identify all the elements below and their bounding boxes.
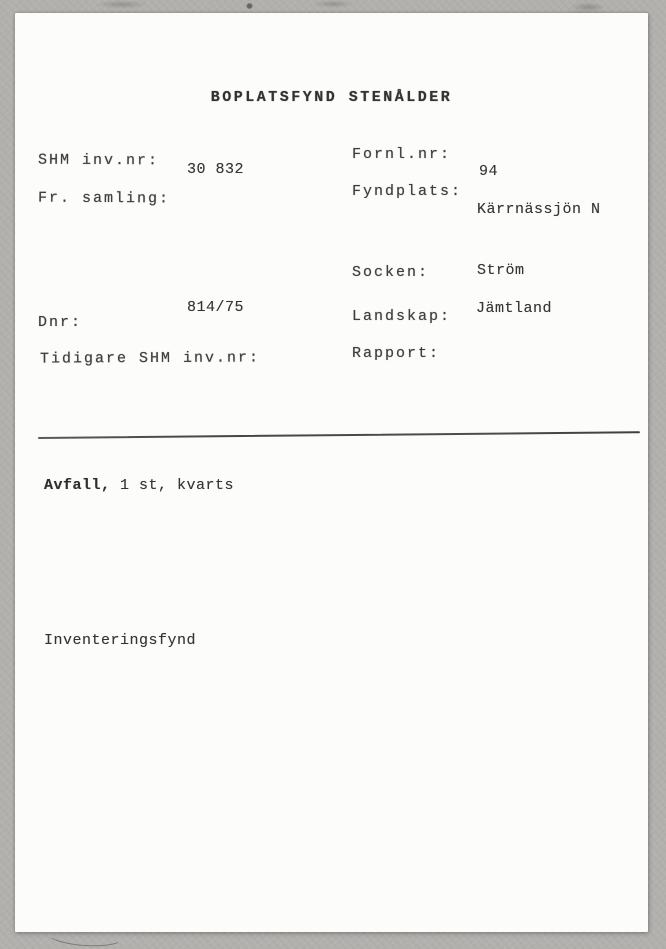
divider-line	[38, 431, 640, 439]
find-type: Avfall,	[44, 477, 111, 494]
field-label-rapport: Rapport:	[352, 345, 441, 362]
field-label-fornl-nr: Fornl.nr:	[352, 146, 452, 163]
field-label-dnr: Dnr:	[38, 314, 83, 331]
scan-smudge	[572, 3, 606, 11]
field-label-landskap: Landskap:	[352, 308, 452, 325]
scan-smudge	[312, 0, 354, 8]
scan-speck	[246, 3, 253, 9]
field-value-dnr: 814/75	[187, 299, 245, 316]
field-value-fornl-nr: 94	[479, 163, 499, 180]
field-label-shm-inv-nr: SHM inv.nr:	[37, 151, 160, 170]
field-value-fyndplats: Kärrnässjön N	[477, 201, 601, 218]
field-label-socken: Socken:	[352, 264, 430, 281]
find-details: 1 st, kvarts	[110, 477, 235, 494]
find-entry	[44, 476, 234, 495]
scan-smudge	[96, 0, 148, 9]
note-inventeringsfynd: Inventeringsfynd	[44, 632, 197, 649]
field-label-fr-samling: Fr. samling:	[37, 189, 171, 208]
card-title: BOPLATSFYND STENÅLDER	[210, 89, 453, 106]
field-label-fyndplats: Fyndplats:	[352, 183, 463, 200]
field-label-tidigare-shm-inv-nr: Tidigare SHM inv.nr:	[39, 349, 261, 368]
field-value-socken: Ström	[477, 262, 525, 279]
catalog-card	[15, 13, 648, 932]
field-value-shm-inv-nr: 30 832	[187, 161, 245, 178]
field-value-landskap: Jämtland	[476, 300, 553, 317]
